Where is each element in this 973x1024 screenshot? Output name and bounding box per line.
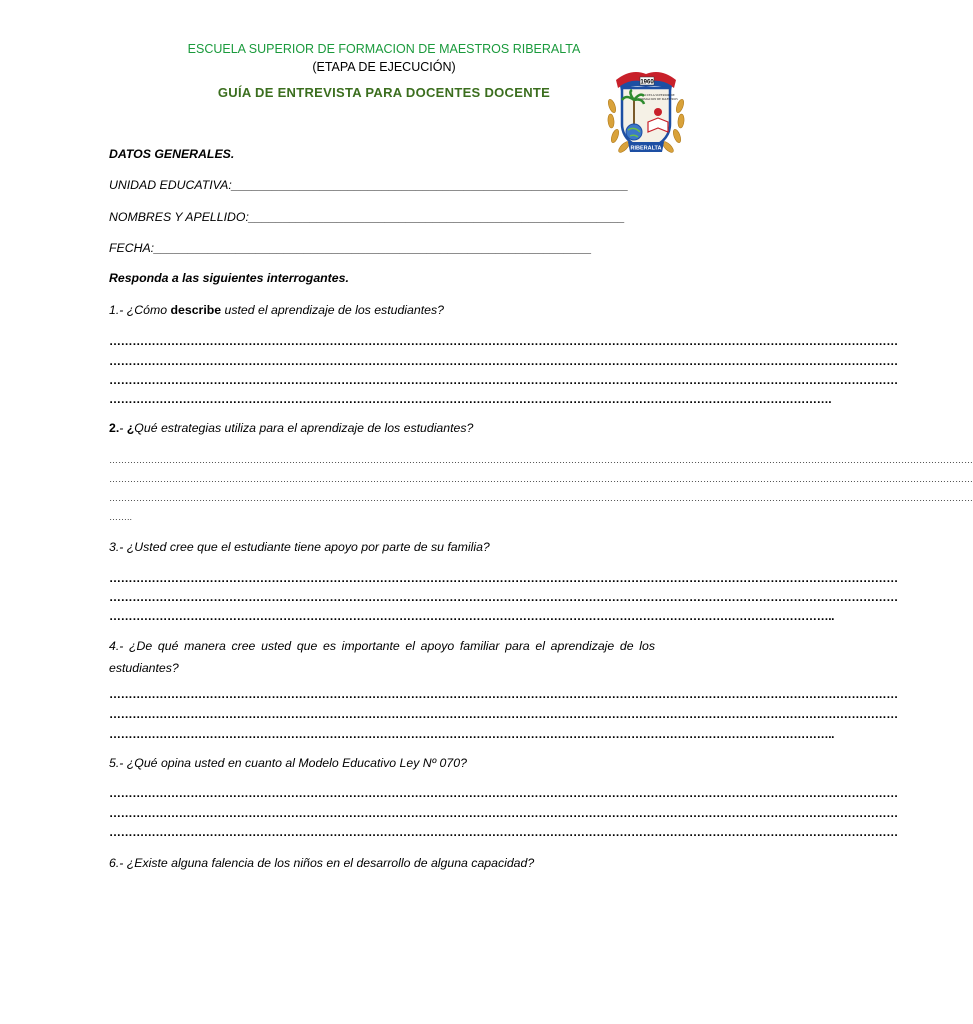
instruction-text: Responda a las siguientes interrogantes. bbox=[109, 271, 349, 285]
question-2: 2.- ¿Qué estrategias utiliza para el aprendizaje de los estudiantes? bbox=[109, 421, 474, 435]
answer-line[interactable]: …………………………………………………………………………………………………………………………………………………………………………………… bbox=[109, 825, 898, 839]
school-name: ESCUELA SUPERIOR DE FORMACION DE MAESTROS RIBERALTA bbox=[187, 42, 581, 56]
answer-line[interactable]: …………………………………………………………………………………………………………………………………………………………………………………… bbox=[109, 373, 898, 387]
question-4: 4.- ¿De qué manera cree usted que es importante el apoyo familiar para el aprendizaje de los estudiantes? bbox=[109, 639, 655, 675]
answer-line[interactable]: …….. bbox=[109, 512, 133, 522]
answer-line[interactable]: ……………………………………………………………………………………………………………………………………………………………………………………………………………………………………………………………… bbox=[109, 493, 973, 503]
fecha-label: FECHA: bbox=[109, 241, 155, 255]
unidad-educativa-label: UNIDAD EDUCATIVA: bbox=[109, 178, 232, 192]
answer-line[interactable]: …………………………………………………………………………………………………………………………………………………………………………………… bbox=[109, 590, 898, 604]
svg-text:RIBERALTA: RIBERALTA bbox=[630, 145, 662, 152]
nombres-label: NOMBRES Y APELLIDO: bbox=[109, 210, 249, 224]
nombres-field[interactable] bbox=[109, 210, 625, 224]
answer-line[interactable]: ……………………………………………………………………………………………………………………………………………………………………. bbox=[109, 392, 832, 406]
svg-text:FORMACION DE MAESTROS: FORMACION DE MAESTROS bbox=[638, 97, 678, 101]
question-3: 3.- ¿Usted cree que el estudiante tiene apoyo por parte de su familia? bbox=[109, 540, 490, 554]
answer-line[interactable]: …………………………………………………………………………………………………………………………………………………………………………………… bbox=[109, 806, 898, 820]
svg-text:1960: 1960 bbox=[640, 79, 654, 86]
answer-line[interactable]: …………………………………………………………………………………………………………………………………………………………………………………… bbox=[109, 334, 898, 348]
unidad-educativa-line: __________________________________________________________ bbox=[231, 178, 629, 192]
unidad-educativa-field[interactable] bbox=[109, 178, 628, 192]
answer-line[interactable]: …………………………………………………………………………………………………………………………………………………………………………………… bbox=[109, 707, 898, 721]
section-heading: DATOS GENERALES. bbox=[109, 147, 235, 161]
question-1: 1.- ¿Cómo describe usted el aprendizaje de los estudiantes? bbox=[109, 303, 444, 317]
answer-line[interactable]: …………………………………………………………………………………………………………………………………………………………………………………… bbox=[109, 687, 898, 701]
stage-label: (ETAPA DE EJECUCIÓN) bbox=[312, 60, 456, 74]
fecha-line: ________________________________________________________________ bbox=[154, 241, 592, 255]
answer-line[interactable]: …………………………………………………………………………………………………………………………………………………………………………………… bbox=[109, 354, 898, 368]
answer-line[interactable]: …………………………………………………………………………………………………………………………………………………………………………………… bbox=[109, 571, 898, 585]
fecha-field[interactable] bbox=[109, 241, 592, 255]
answer-line[interactable]: …………………………………………………………………………………………………………………………………………………………………….. bbox=[109, 727, 835, 741]
guide-title: GUÍA DE ENTREVISTA PARA DOCENTES DOCENTE bbox=[217, 85, 551, 100]
answer-line[interactable]: ……………………………………………………………………………………………………………………………………………………………………………………………………………………………………………………………… bbox=[109, 474, 973, 484]
nombres-line: _______________________________________________________ bbox=[248, 210, 626, 224]
answer-line[interactable]: …………………………………………………………………………………………………………………………………………………………………………………… bbox=[109, 786, 898, 800]
answer-line[interactable]: …………………………………………………………………………………………………………………………………………………………………….. bbox=[109, 609, 835, 623]
svg-text:ESCUELA SUPERIOR DE: ESCUELA SUPERIOR DE bbox=[641, 93, 675, 97]
answer-line[interactable]: ……………………………………………………………………………………………………………………………………………………………………………………………………………………………………………………………… bbox=[109, 455, 973, 465]
question-5: 5.- ¿Qué opina usted en cuanto al Modelo Educativo Ley Nº 070? bbox=[109, 756, 467, 770]
school-crest-logo bbox=[606, 66, 686, 158]
question-6: 6.- ¿Existe alguna falencia de los niños en el desarrollo de alguna capacidad? bbox=[109, 856, 535, 870]
